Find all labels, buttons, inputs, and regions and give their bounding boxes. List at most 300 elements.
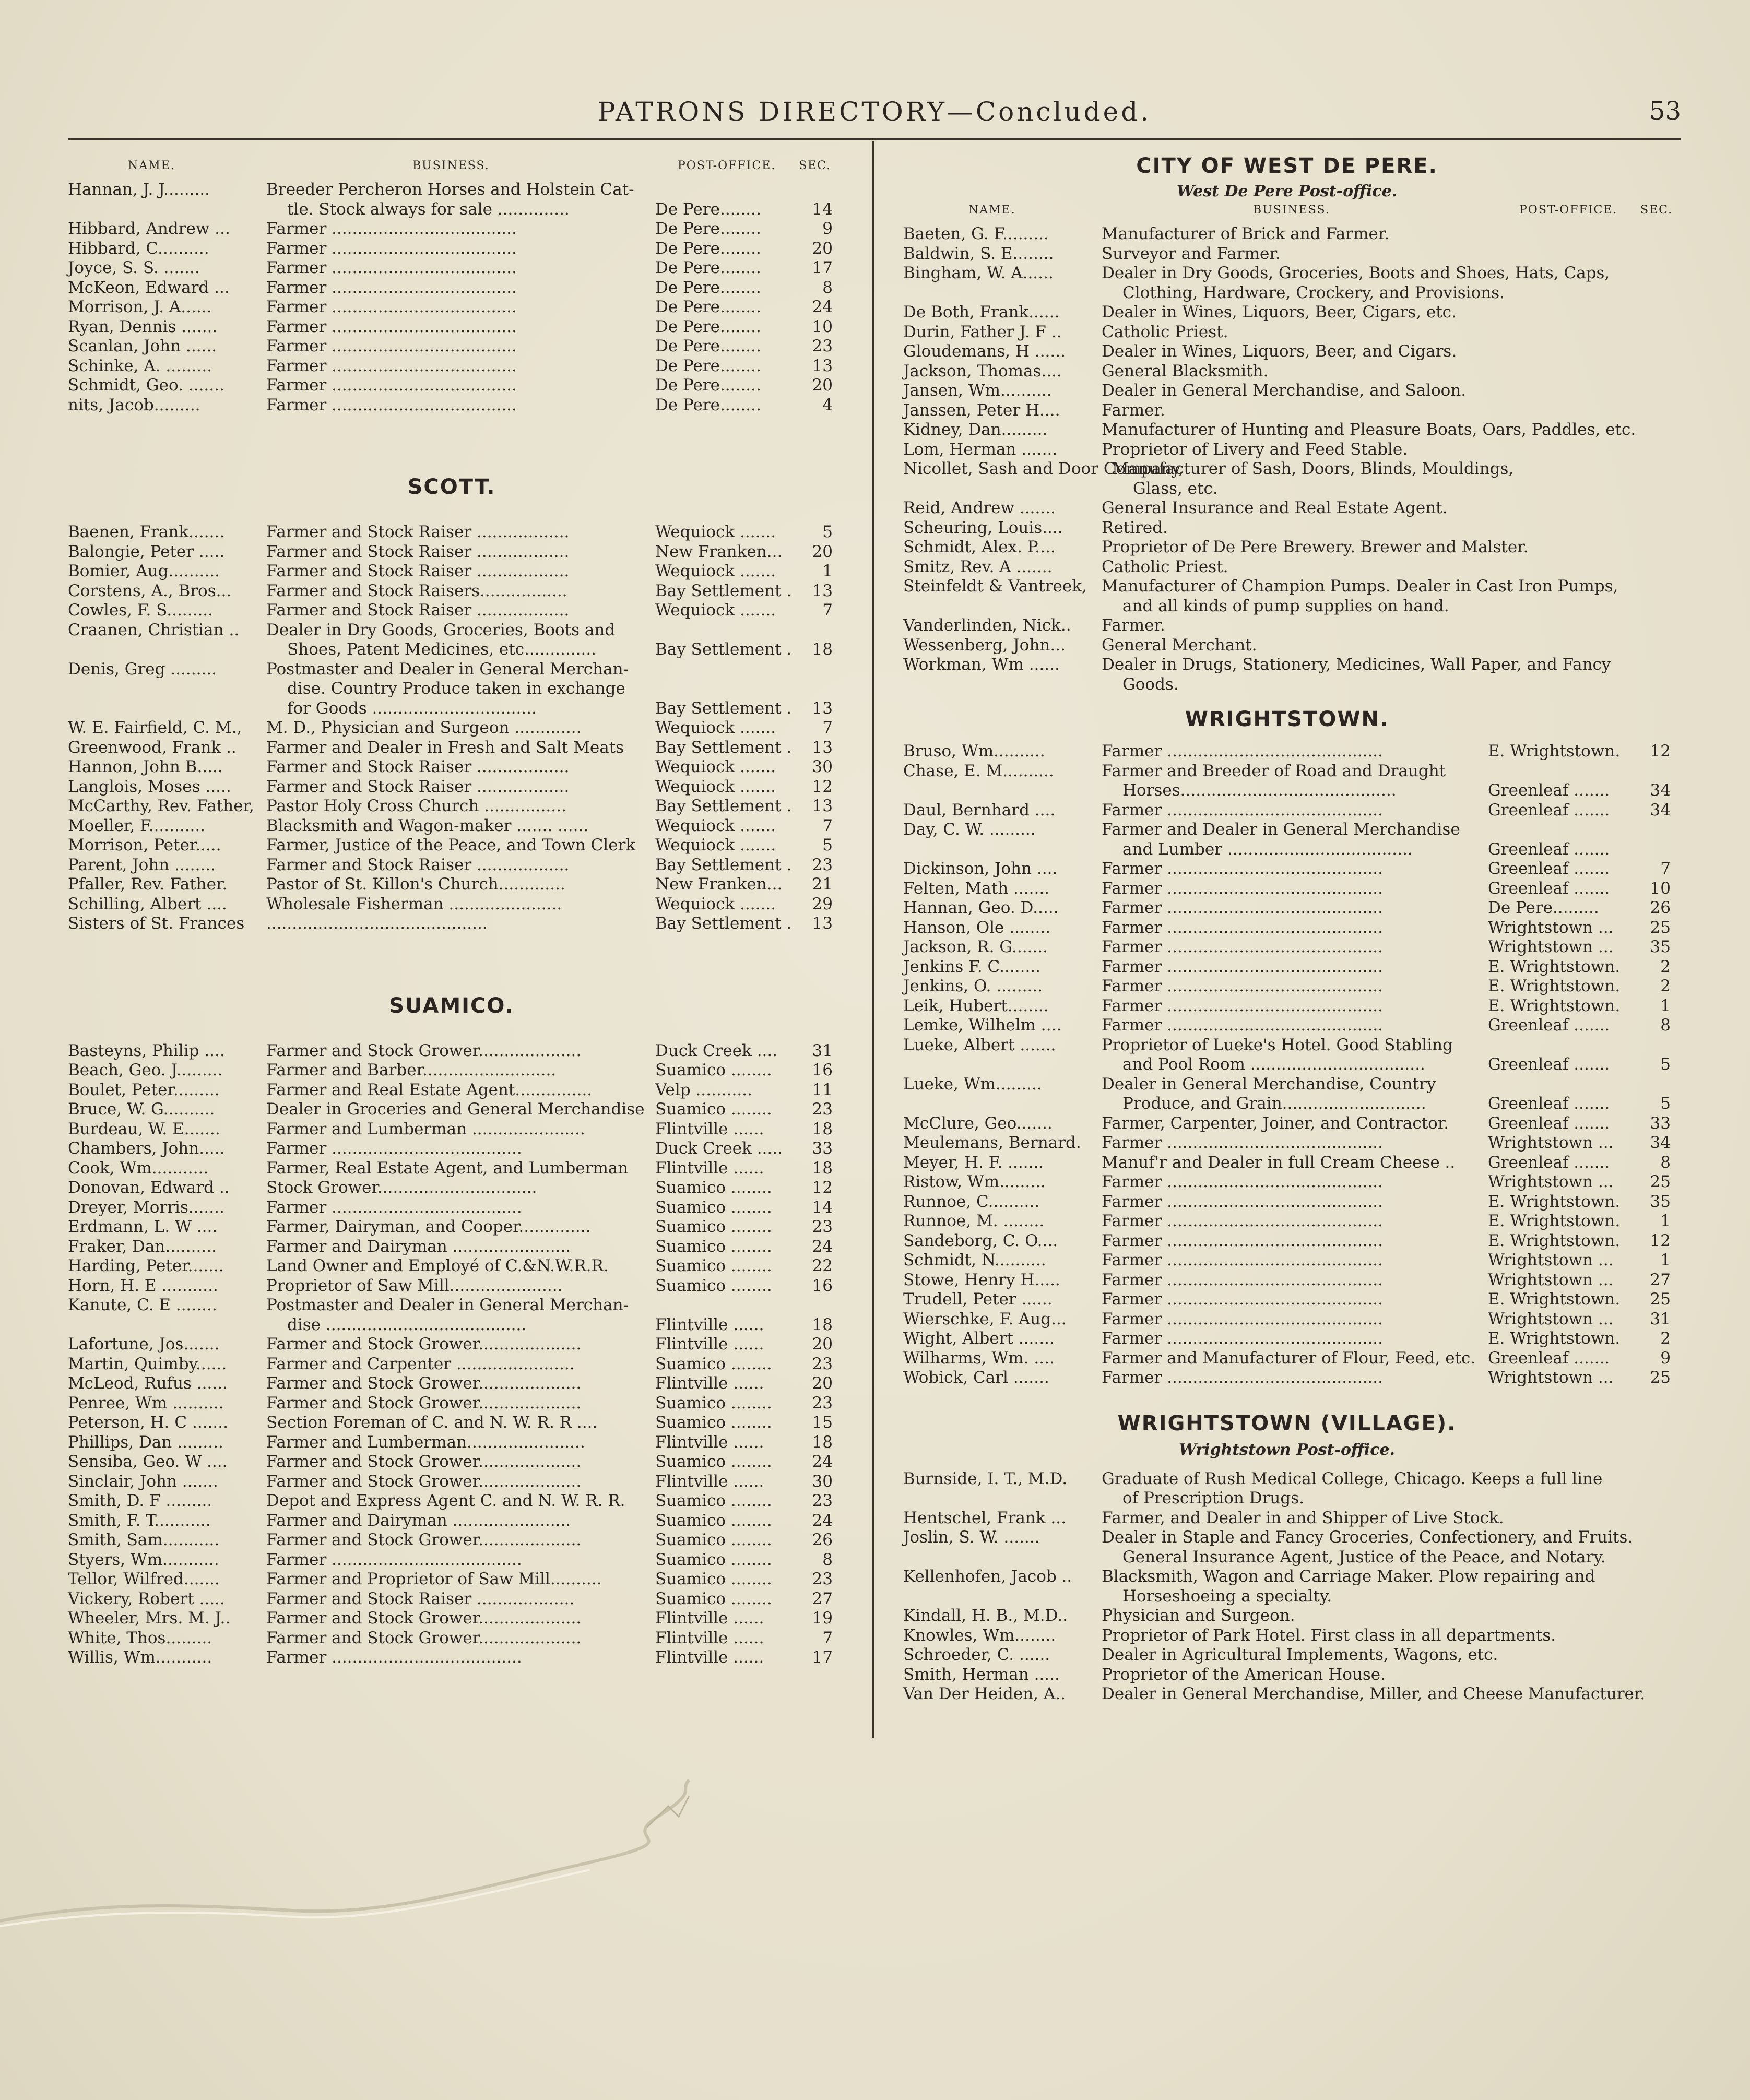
entry-name: Jackson, R. G.......	[903, 938, 1048, 956]
entry-business	[266, 757, 713, 777]
directory-entry	[903, 996, 1671, 1016]
entry-business-line: Glass, etc.	[1133, 479, 1218, 498]
directory-entry	[903, 1231, 1671, 1251]
entry-business-line: Horseshoeing a specialty.	[1122, 1586, 1332, 1606]
entry-name: Hibbard, Andrew ...	[68, 219, 230, 238]
entry-business	[1102, 557, 1671, 577]
entry-business	[266, 542, 713, 562]
entry-business-line: Farmer ..........................................	[1102, 1172, 1383, 1191]
entry-post-office: Greenleaf .......	[1488, 879, 1610, 898]
entry-post-office: De Pere........	[655, 317, 761, 336]
entry-post-office: Suamico ........	[655, 1237, 772, 1256]
entry-business-line: Farmer and Stock Raiser ..................	[266, 542, 570, 561]
entry-section: 30	[812, 757, 833, 776]
entry-business	[266, 1589, 713, 1609]
entry-name: Sisters of St. Frances	[68, 914, 245, 933]
entry-business	[266, 219, 713, 239]
entry-business	[1102, 1114, 1535, 1134]
entry-section: 35	[1650, 1192, 1671, 1211]
entry-section: 18	[812, 1315, 833, 1334]
entry-business-line: Farmer and Stock Grower....................	[266, 1472, 582, 1491]
directory-entry	[68, 1081, 835, 1100]
entry-business	[1102, 1192, 1535, 1212]
entry-business	[1102, 762, 1535, 801]
entry-section: 1	[1660, 1251, 1671, 1270]
entry-post-office: Suamico ........	[655, 1413, 772, 1432]
entry-business-line: Farmer and Stock Raiser ..................	[266, 523, 570, 541]
entry-business	[266, 1530, 713, 1550]
entry-name: Vanderlinden, Nick..	[903, 616, 1071, 635]
entry-section: 7	[822, 816, 833, 835]
entry-section: 17	[812, 1648, 833, 1667]
entry-name: W. E. Fairfield, C. M.,	[68, 718, 242, 737]
entry-name: Baenen, Frank.......	[68, 523, 225, 541]
entry-section: 13	[812, 356, 833, 375]
entry-business	[266, 523, 713, 542]
directory-entry	[68, 582, 835, 601]
entry-name: Kindall, H. B., M.D..	[903, 1606, 1068, 1625]
entry-business-line: Pastor of St. Killon's Church.............	[266, 875, 565, 894]
directory-entry	[68, 1237, 835, 1257]
entry-business-line: Farmer .....................................	[266, 1550, 522, 1569]
entry-business-line: Farmer and Carpenter .......................	[266, 1354, 575, 1373]
page-number: 53	[1649, 97, 1681, 126]
entry-business-line: Farmer and Stock Grower....................	[266, 1374, 582, 1393]
entry-business-line: Breeder Percheron Horses and Holstein Cat-	[266, 180, 634, 199]
directory-entry	[903, 616, 1671, 636]
wdp-name-header: NAME.	[968, 204, 1016, 217]
entry-name: Chase, E. M..........	[903, 761, 1054, 780]
directory-entry	[903, 879, 1671, 899]
entry-post-office: Flintville ......	[655, 1609, 764, 1628]
entry-business	[266, 1609, 713, 1629]
entry-name: Willis, Wm...........	[68, 1648, 212, 1667]
entry-business	[1102, 440, 1671, 460]
entry-section: 7	[822, 601, 833, 620]
entry-business-line: Farmer and Real Estate Agent...............	[266, 1080, 593, 1099]
entry-name: Day, C. W. .........	[903, 820, 1036, 839]
entry-section: 26	[1650, 898, 1671, 917]
directory-entry	[68, 1120, 835, 1140]
entry-business	[1102, 1016, 1535, 1036]
entry-name: Sinclair, John .......	[68, 1472, 218, 1491]
directory-entry	[903, 1212, 1671, 1231]
entry-business	[1102, 381, 1671, 401]
directory-entry	[68, 621, 835, 660]
entry-business	[1102, 879, 1535, 899]
entry-business	[1102, 518, 1671, 538]
entry-business	[1102, 1329, 1535, 1349]
directory-entry	[903, 1329, 1671, 1349]
entry-business-line: Farmer, Real Estate Agent, and Lumberman	[266, 1158, 629, 1178]
entry-business	[1102, 938, 1535, 957]
entry-post-office: Flintville ......	[655, 1432, 764, 1452]
entry-post-office: New Franken...	[655, 542, 783, 561]
entry-business-line: Farmer ..........................................	[1102, 977, 1383, 995]
entry-business-line: Dealer in General Merchandise, and Saloon.	[1102, 381, 1467, 400]
entry-business	[266, 1081, 713, 1100]
directory-entry	[68, 180, 835, 219]
entry-section: 13	[812, 914, 833, 933]
entry-business	[1102, 1626, 1671, 1646]
directory-entry	[68, 1589, 835, 1609]
directory-entry	[903, 1290, 1671, 1310]
entry-section: 1	[1660, 996, 1671, 1015]
entry-name: Kanute, C. E ........	[68, 1296, 217, 1314]
directory-entry	[903, 1606, 1671, 1626]
entry-name: Hannan, Geo. D.....	[903, 898, 1059, 917]
entry-business-line: Farmer ..........................................	[1102, 1016, 1383, 1035]
entry-section: 35	[1650, 938, 1671, 956]
directory-entry	[68, 219, 835, 239]
entry-section: 27	[1650, 1270, 1671, 1289]
entry-section: 18	[812, 1119, 833, 1138]
entry-name: Dreyer, Morris.......	[68, 1197, 224, 1217]
entry-section: 21	[812, 875, 833, 894]
entry-business-line: Farmer ..........................................	[1102, 1270, 1383, 1289]
entry-name: Meyer, H. F. .......	[903, 1153, 1044, 1172]
entry-name: Peterson, H. C .......	[68, 1413, 228, 1432]
entry-post-office: De Pere........	[655, 337, 761, 355]
directory-entry	[903, 401, 1671, 421]
directory-entry	[68, 542, 835, 562]
entry-business	[1102, 1271, 1535, 1290]
entry-post-office: De Pere........	[655, 239, 761, 258]
entry-business-line: Farmer ....................................	[266, 219, 517, 238]
wrightstown-list	[903, 742, 1671, 1388]
directory-entry	[903, 977, 1671, 996]
entry-name: Burnside, I. T., M.D.	[903, 1469, 1068, 1488]
entry-business	[1102, 742, 1535, 762]
entry-business-line: of Prescription Drugs.	[1122, 1489, 1304, 1508]
entry-post-office: Flintville ......	[655, 1648, 764, 1667]
scott-title: SCOTT.	[407, 475, 496, 499]
directory-entry	[68, 738, 835, 758]
entry-business-line: Farmer ..........................................	[1102, 938, 1383, 956]
entry-business-line: Farmer ....................................	[266, 376, 517, 395]
entry-post-office: Suamico ........	[655, 1100, 772, 1119]
entry-section: 14	[812, 199, 833, 219]
entry-section: 27	[812, 1589, 833, 1608]
directory-entry	[903, 636, 1671, 656]
entry-business	[1102, 616, 1671, 636]
directory-entry	[903, 420, 1671, 440]
entry-post-office: Greenleaf .......	[1488, 800, 1610, 820]
west-de-pere-title: CITY OF WEST DE PERE.	[1136, 154, 1438, 178]
entry-business	[266, 1296, 713, 1335]
entry-name: Fraker, Dan..........	[68, 1237, 217, 1256]
entry-business-line: Farmer ..........................................	[1102, 1231, 1383, 1250]
directory-entry	[903, 938, 1671, 957]
entry-business-line: Farmer and Stock Raiser ...................	[266, 1589, 575, 1608]
entry-section: 23	[812, 1491, 833, 1510]
entry-name: Denis, Greg .........	[68, 659, 217, 679]
entry-name: De Both, Frank......	[903, 303, 1060, 322]
entry-post-office: De Pere.........	[1488, 898, 1599, 917]
entry-section: 12	[812, 777, 833, 796]
entry-business	[1102, 1075, 1535, 1114]
entry-business	[1102, 859, 1535, 879]
directory-entry	[903, 1310, 1671, 1330]
directory-entry	[903, 1075, 1671, 1114]
wdp-business-header: BUSINESS.	[1253, 204, 1330, 217]
entry-section: 12	[812, 1178, 833, 1197]
directory-entry	[68, 1570, 835, 1589]
entry-business	[266, 738, 713, 758]
entry-section: 23	[812, 1393, 833, 1413]
entry-business	[266, 1413, 713, 1433]
entry-post-office: Bay Settlement .	[655, 698, 792, 718]
entry-name: Schroeder, C. ......	[903, 1645, 1050, 1664]
entry-business-line: Dealer in Wines, Liquors, Beer, and Cigars.	[1102, 342, 1457, 361]
entry-section: 18	[812, 1432, 833, 1452]
entry-section: 1	[1660, 1212, 1671, 1230]
entry-business-line: Postmaster and Dealer in General Merchan-	[266, 659, 629, 679]
entry-business	[266, 777, 713, 797]
entry-section: 22	[812, 1256, 833, 1275]
entry-name: Phillips, Dan .........	[68, 1432, 223, 1452]
entry-business-line: Dealer in General Merchandise, Miller, and Cheese Manufacturer.	[1102, 1684, 1646, 1703]
entry-business-line: ...........................................	[266, 914, 488, 933]
entry-name: Smitz, Rev. A .......	[903, 557, 1053, 576]
entry-post-office: Wrightstown ...	[1488, 1172, 1614, 1191]
entry-business	[266, 1472, 713, 1492]
entry-business-line: Manufacturer of Sash, Doors, Blinds, Mouldings,	[1112, 459, 1514, 478]
entry-name: Balongie, Peter .....	[68, 542, 225, 561]
entry-name: Steinfeldt & Vantreek,	[903, 577, 1087, 596]
entry-post-office: Bay Settlement .	[655, 581, 792, 600]
entry-business-line: Farmer ....................................	[266, 337, 517, 355]
entry-business-line: Farmer, Justice of the Peace, and Town Clerk	[266, 836, 636, 855]
entry-post-office: Flintville ......	[655, 1472, 764, 1491]
entry-business	[266, 1041, 713, 1061]
entry-business-line: Proprietor of Lueke's Hotel. Good Stabling	[1102, 1035, 1453, 1054]
entry-business-line: Surveyor and Farmer.	[1102, 244, 1281, 263]
entry-business-line: Farmer and Dealer in General Merchandise	[1102, 820, 1460, 839]
entry-section: 12	[1650, 742, 1671, 761]
entry-section: 31	[812, 1041, 833, 1060]
entry-name: Smith, D. F .........	[68, 1491, 212, 1510]
entry-business-line: Wholesale Fisherman ......................	[266, 894, 562, 913]
directory-entry	[68, 1530, 835, 1550]
right-column-headers	[903, 204, 1671, 224]
entry-name: Bruce, W. G..........	[68, 1100, 215, 1119]
entry-section: 26	[812, 1530, 833, 1549]
entry-business-line: Farmer, Carpenter, Joiner, and Contractor.	[1102, 1113, 1449, 1133]
entry-name: Horn, H. E ...........	[68, 1276, 218, 1295]
entry-business	[266, 660, 713, 719]
entry-post-office: De Pere........	[655, 199, 761, 219]
entry-business-line: Postmaster and Dealer in General Merchan-	[266, 1296, 629, 1314]
entry-business	[1102, 224, 1671, 244]
entry-post-office: Bay Settlement .	[655, 797, 792, 815]
entry-business	[266, 1394, 713, 1414]
entry-section: 29	[812, 894, 833, 913]
entry-business-line: Manuf'r and Dealer in full Cream Cheese ..	[1102, 1153, 1456, 1172]
directory-entry	[903, 957, 1671, 977]
directory-entry	[903, 224, 1671, 244]
entry-business	[1102, 1133, 1535, 1153]
entry-business-line: Dealer in Staple and Fancy Groceries, Confectionery, and Fruits.	[1102, 1528, 1633, 1547]
entry-business	[1102, 1509, 1671, 1528]
directory-entry	[903, 762, 1671, 801]
entry-post-office: Greenleaf .......	[1488, 1055, 1610, 1074]
entry-name: McClure, Geo.......	[903, 1113, 1053, 1133]
entry-name: Smith, Herman .....	[903, 1665, 1060, 1684]
entry-name: Kidney, Dan.........	[903, 420, 1048, 439]
entry-name: Harding, Peter.......	[68, 1256, 224, 1275]
entry-business	[266, 357, 713, 376]
directory-entry	[68, 1609, 835, 1629]
entry-post-office: Greenleaf .......	[1488, 1094, 1610, 1113]
entry-section: 20	[812, 376, 833, 395]
entry-name: Erdmann, L. W ....	[68, 1217, 218, 1236]
entry-post-office: Wequiock .......	[655, 816, 776, 835]
entry-business-line: Produce, and Grain............................	[1122, 1094, 1426, 1113]
entry-section: 1	[822, 562, 833, 580]
entry-name: Parent, John ........	[68, 855, 216, 874]
entry-post-office: E. Wrightstown.	[1488, 1231, 1621, 1250]
de-pere-list	[68, 180, 835, 415]
entry-post-office: Flintville ......	[655, 1119, 764, 1138]
entry-name: Felten, Math .......	[903, 879, 1050, 898]
entry-post-office: Wrightstown ...	[1488, 1368, 1614, 1387]
entry-post-office: E. Wrightstown.	[1488, 1290, 1621, 1309]
directory-entry	[68, 1276, 835, 1296]
suamico-title: SUAMICO.	[389, 993, 514, 1018]
entry-business-line: and Lumber ....................................	[1122, 839, 1413, 859]
entry-business-line: Dealer in General Merchandise, Country	[1102, 1074, 1436, 1094]
entry-name: Lemke, Wilhelm ....	[903, 1016, 1062, 1035]
directory-entry	[68, 1217, 835, 1237]
directory-entry	[903, 1192, 1671, 1212]
directory-entry	[903, 898, 1671, 918]
entry-post-office: Suamico ........	[655, 1178, 772, 1197]
column-divider	[872, 141, 874, 1738]
entry-business	[266, 1276, 713, 1296]
entry-section: 18	[812, 1158, 833, 1178]
entry-section: 8	[822, 278, 833, 297]
entry-business-line: Proprietor of Saw Mill......................	[266, 1276, 563, 1295]
directory-entry	[68, 1629, 835, 1648]
entry-business-line: Farmer ..........................................	[1102, 996, 1383, 1015]
directory-entry	[903, 1172, 1671, 1192]
entry-business	[1102, 499, 1671, 518]
entry-name: McCarthy, Rev. Father,	[68, 797, 254, 815]
entry-business	[266, 875, 713, 895]
directory-entry	[68, 1139, 835, 1159]
entry-business-line: General Merchant.	[1102, 635, 1257, 655]
directory-entry	[903, 1626, 1671, 1646]
entry-business	[266, 621, 713, 660]
entry-section: 7	[822, 718, 833, 737]
entry-name: Knowles, Wm........	[903, 1626, 1056, 1645]
directory-entry	[68, 298, 835, 317]
directory-entry	[68, 914, 835, 934]
entry-business	[1102, 1290, 1535, 1310]
entry-section: 7	[822, 1628, 833, 1647]
directory-entry	[68, 757, 835, 777]
directory-entry	[903, 1114, 1671, 1134]
entry-business-line: Proprietor of De Pere Brewery. Brewer and Malster.	[1102, 538, 1529, 556]
entry-business-line: Farmer and Dairyman .......................	[266, 1237, 571, 1256]
entry-name: Jansen, Wm..........	[903, 381, 1052, 400]
entry-business	[1102, 1251, 1535, 1271]
entry-business	[266, 1550, 713, 1570]
entry-business	[1102, 1036, 1535, 1075]
entry-business-line: tle. Stock always for sale ..............	[287, 199, 570, 219]
wdp-sec-header: SEC.	[1640, 204, 1673, 217]
entry-post-office: Wequiock .......	[655, 777, 776, 796]
entry-name: Smith, F. T...........	[68, 1511, 211, 1530]
entry-business-line: Farmer and Stock Grower....................	[266, 1530, 582, 1549]
entry-name: Schmidt, Geo. .......	[68, 376, 224, 395]
entry-post-office: Suamico ........	[655, 1452, 772, 1471]
entry-business	[1102, 244, 1671, 264]
entry-business-line: Dealer in Dry Goods, Groceries, Boots and Shoes, Hats, Caps,	[1102, 264, 1610, 282]
entry-name: Joyce, S. S. .......	[68, 258, 200, 277]
entry-post-office: Wequiock .......	[655, 894, 776, 913]
entry-business-line: Clothing, Hardware, Crockery, and Provisions.	[1122, 283, 1505, 302]
entry-business-line: Catholic Priest.	[1102, 322, 1228, 341]
entry-post-office: Suamico ........	[655, 1256, 772, 1275]
entry-post-office: Bay Settlement .	[655, 914, 792, 933]
entry-business-line: Stock Grower...............................	[266, 1178, 537, 1197]
entry-business-line: Farmer ....................................	[266, 258, 517, 277]
entry-name: Gloudemans, H ......	[903, 342, 1066, 361]
entry-section: 18	[812, 640, 833, 659]
entry-name: Baeten, G. F.........	[903, 224, 1049, 243]
entry-business-line: Section Foreman of C. and N. W. R. R ....	[266, 1413, 598, 1432]
entry-business-line: Farmer and Dealer in Fresh and Salt Meats	[266, 738, 624, 757]
entry-business	[266, 914, 713, 934]
entry-business-line: Farmer, Dairyman, and Cooper..............	[266, 1217, 591, 1236]
entry-business-line: Farmer and Stock Grower....................	[266, 1609, 582, 1628]
entry-post-office: Wequiock .......	[655, 523, 776, 541]
entry-business	[1102, 801, 1535, 821]
entry-post-office: Bay Settlement .	[655, 855, 792, 874]
right-column	[903, 154, 1671, 1704]
entry-business-line: Farmer and Stock Raiser ..................	[266, 777, 570, 796]
entry-name: Baldwin, S. E........	[903, 244, 1054, 263]
entry-name: Schinke, A. .........	[68, 356, 212, 375]
entry-name: Greenwood, Frank ..	[68, 738, 237, 757]
entry-business	[1102, 977, 1535, 996]
entry-business	[266, 1159, 713, 1179]
entry-post-office: E. Wrightstown.	[1488, 1329, 1621, 1348]
directory-entry	[68, 1433, 835, 1453]
entry-business	[1102, 1528, 1671, 1567]
directory-entry	[903, 557, 1671, 577]
directory-entry	[68, 1100, 835, 1120]
entry-name: Van Der Heiden, A..	[903, 1684, 1066, 1703]
entry-name: Daul, Bernhard ....	[903, 800, 1056, 820]
header-rule	[68, 138, 1681, 140]
entry-post-office: Greenleaf .......	[1488, 1153, 1610, 1172]
entry-business-line: Farmer ....................................	[266, 395, 517, 414]
entry-section: 10	[812, 317, 833, 336]
entry-post-office: Wequiock .......	[655, 757, 776, 776]
directory-entry	[903, 655, 1671, 694]
entry-business-line: Catholic Priest.	[1102, 557, 1228, 576]
directory-entry	[903, 1469, 1671, 1509]
entry-business-line: Dealer in Wines, Liquors, Beer, Cigars, etc.	[1102, 303, 1457, 322]
entry-post-office: E. Wrightstown.	[1488, 957, 1621, 976]
directory-entry	[68, 317, 835, 337]
directory-entry	[903, 518, 1671, 538]
entry-section: 2	[1660, 957, 1671, 976]
entry-business	[1102, 1469, 1671, 1509]
